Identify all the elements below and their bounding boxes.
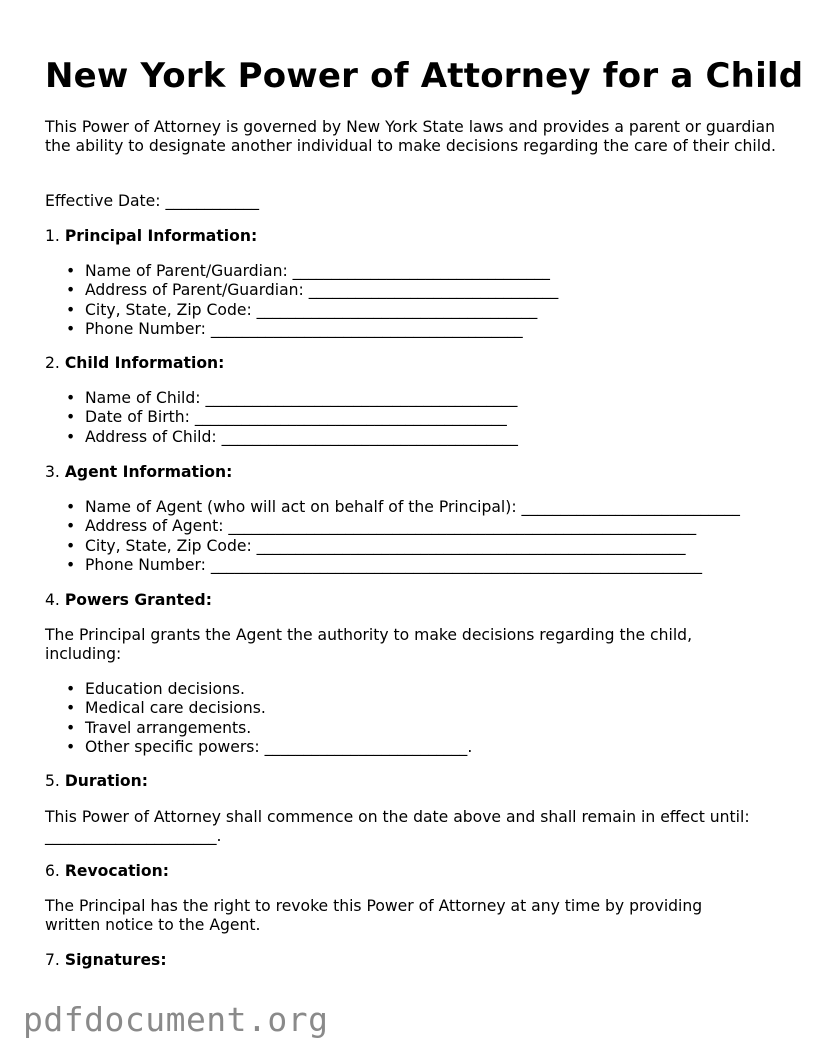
section-title: Agent Information: [64, 463, 233, 481]
section-number: 3. [45, 463, 60, 481]
list-item: • Other specific powers: __________________________. [85, 738, 472, 757]
list-item: • Medical care decisions. [85, 699, 472, 718]
page-title: New York Power of Attorney for a Child [45, 56, 804, 96]
list-item: • Travel arrangements. [85, 719, 472, 738]
section-title: Powers Granted: [64, 591, 212, 609]
section-revocation-heading [45, 862, 169, 881]
effective-date-field: Effective Date: ____________ [45, 192, 260, 210]
list-item: • City, State, Zip Code: ____________________________________ [85, 301, 558, 320]
list-item: • Name of Child: ________________________________________ [85, 389, 518, 408]
section-title: Revocation: [64, 862, 169, 880]
powers-paragraph: The Principal grants the Agent the authority to make decisions regarding the child, including: [45, 626, 693, 664]
section-number: 1. [45, 227, 60, 245]
list-item: • Address of Child: ______________________________________ [85, 428, 518, 447]
list-item: • Address of Parent/Guardian: ________________________________ [85, 281, 558, 300]
section-agent-heading [45, 463, 232, 482]
section-signatures-heading [45, 951, 167, 970]
section-number: 7. [45, 951, 60, 969]
section-title: Duration: [64, 772, 148, 790]
section-duration-heading [45, 772, 148, 791]
section-title: Signatures: [64, 951, 167, 969]
section-number: 6. [45, 862, 60, 880]
revocation-paragraph: The Principal has the right to revoke this Power of Attorney at any time by providing written notice to the Agent. [45, 897, 703, 935]
section-powers-heading [45, 591, 212, 610]
list-item: • Date of Birth: ________________________________________ [85, 408, 518, 427]
list-item: • Address of Agent: ____________________________________________________________ [85, 517, 740, 536]
intro-paragraph: This Power of Attorney is governed by New York State laws and provides a parent or guardian the ability to designate another individual to make decisions regarding the care of their child. [45, 118, 776, 156]
list-item: • City, State, Zip Code: _______________________________________________________ [85, 537, 740, 556]
list-item: • Education decisions. [85, 680, 472, 699]
section-child-heading [45, 354, 224, 373]
section-principal-heading [45, 227, 257, 246]
watermark-logo: pdfdocument.org [23, 1000, 329, 1039]
list-item: • Phone Number: ________________________________________ [85, 320, 558, 339]
list-item: • Phone Number: _______________________________________________________________ [85, 556, 740, 575]
duration-paragraph: This Power of Attorney shall commence on the date above and shall remain in effect until: ______________________. [45, 808, 750, 846]
agent-fields-list [45, 498, 740, 575]
child-fields-list [45, 389, 518, 447]
list-item: • Name of Agent (who will act on behalf of the Principal): ____________________________ [85, 498, 740, 517]
list-item: • Name of Parent/Guardian: _________________________________ [85, 262, 558, 281]
principal-fields-list [45, 262, 558, 339]
powers-list [45, 680, 472, 757]
section-number: 2. [45, 354, 60, 372]
section-number: 5. [45, 772, 60, 790]
section-title: Child Information: [64, 354, 225, 372]
section-title: Principal Information: [64, 227, 258, 245]
section-number: 4. [45, 591, 60, 609]
